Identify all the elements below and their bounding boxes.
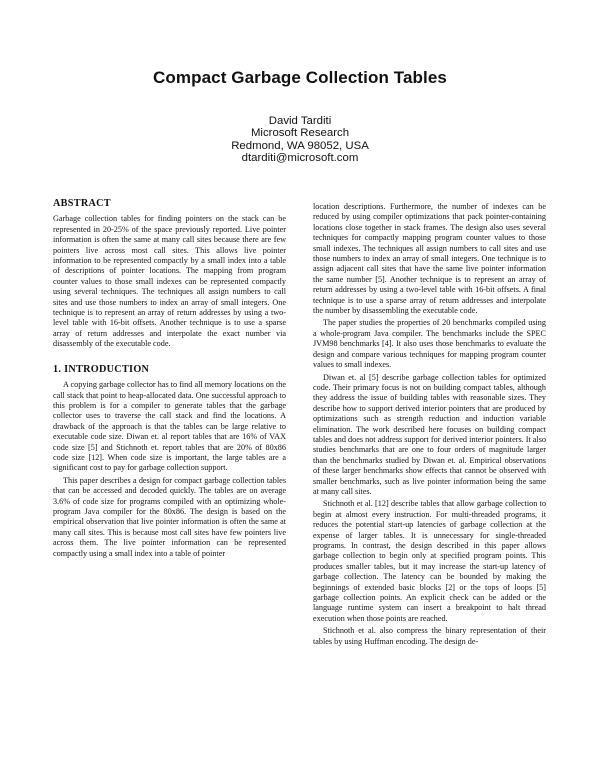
author-email: dtarditi@microsoft.com [241, 152, 359, 165]
left-column [53, 199, 286, 559]
body-paragraph: Stichnoth et al. also compress the binary representation of their tables by using Huffman encoding. The design de- [313, 626, 546, 646]
body-paragraph: Stichnoth et al. [12] describe tables that allow garbage collection to begin at almost every instruction. For multi-threaded programs, it reduces the potential start-up latencies of garbage collection at the expense of larger tables. It is unnecessary for single-threaded programs. In contrast, the design described in this paper allows garbage collection to begin only at specified program points. This produces smaller tables, but it may increase the start-up latency of garbage collection. The latency can be bounded by making the beginnings of extended basic blocks [2] or the tops of loops [5] garbage collection points. An explicit check can be added or the language runtime system can insert a breakpoint to halt thread execution when those points are reached. [313, 499, 546, 623]
author-address: Redmond, WA 98052, USA [231, 139, 369, 152]
body-paragraph: Diwan et. al [5] describe garbage collection tables for optimized code. Their primary focus is not on building compact tables, although they address the issue of building tables with reasonable sizes. They describe how to support derived interior pointers that are produced by optimizations such as strength reduction and induction variable elimination. The work described here focuses on building compact tables and does not address support for derived interior pointers. It also studies benchmarks that are one to four orders of magnitude larger than the benchmarks studied by Diwan et. al. Empirical observations of these larger benchmarks show effects that cannot be observed with smaller benchmarks, such as live pointer information being the same at many call sites. [313, 372, 546, 496]
paper-title: Compact Garbage Collection Tables [153, 68, 447, 87]
body-paragraph: location descriptions. Furthermore, the number of indexes can be reduced by using compiler optimizations that pack pointer-containing locations close together in stack frames. The design also uses several techniques for compactly mapping program counter values to those small indexes. The techniques all assign numbers to call sites and use those numbers to index an array of small integers. One technique is to assign adjacent call sites that have the same live pointer information the same number [5]. Another technique is to represent an array of return addresses by using a two-level table with 16-bit offsets. A final technique is to use a sparse array of return addresses and interpolate the number by disassembling the executable code. [313, 202, 546, 316]
abstract-text: Garbage collection tables for finding pointers on the stack can be represented in 20-25% of the space previously reported. Live pointer information is often the same at many call sites because there are few pointers live across most call sites. This allows live pointer information to be represented compactly by a small index into a table of descriptions of pointer locations. The mapping from program counter values to those small indexes can be represented compactly using several techniques. The techniques all assign numbers to call sites and use those numbers to index an array of small integers. One technique is to represent an array of return addresses by using a two-level table with 16-bit offsets. Another technique is to use a sparse array of return addresses and interpolate the exact number via disassembly of the executable code. [53, 214, 286, 349]
author-block [0, 115, 600, 165]
intro-paragraph: A copying garbage collector has to find all memory locations on the call stack that point to heap-allocated data. One successful approach to this problem is for a compiler to generate tables that the garbage collector uses to traverse the call stack and find the locations. A drawback of the approach is that the tables can be large relative to executable code size. Diwan et. al report tables that are 16% of VAX code size [5] and Stichnoth et. report tables that are 20% of 80x86 code size [12]. When code size is important, the large tables are a significant cost to pay for garbage collection support. [53, 380, 286, 473]
body-paragraph: The paper studies the properties of 20 benchmarks compiled using a whole-program Java compiler. The benchmarks include the SPEC JVM98 benchmarks [4]. It also uses those benchmarks to evaluate the design and compare various techniques for mapping program counter values to small indexes. [313, 318, 546, 370]
author-affiliation: Microsoft Research [250, 127, 350, 140]
introduction-heading: 1. INTRODUCTION [53, 363, 150, 375]
author-name: David Tarditi [268, 115, 332, 127]
intro-paragraph: This paper describes a design for compact garbage collection tables that can be accessed and decoded quickly. The tables are on average 3.6% of code size for programs compiled with an optimizing whole-program Java compiler for the 80x86. The design is based on the empirical observation that live pointer information is often the same at many call sites. This is because most call sites have few pointers live across them. The live pointer information can be represented compactly using a small index into a table of pointer [53, 475, 286, 558]
right-column [313, 202, 546, 647]
abstract-heading: ABSTRACT [53, 198, 111, 209]
